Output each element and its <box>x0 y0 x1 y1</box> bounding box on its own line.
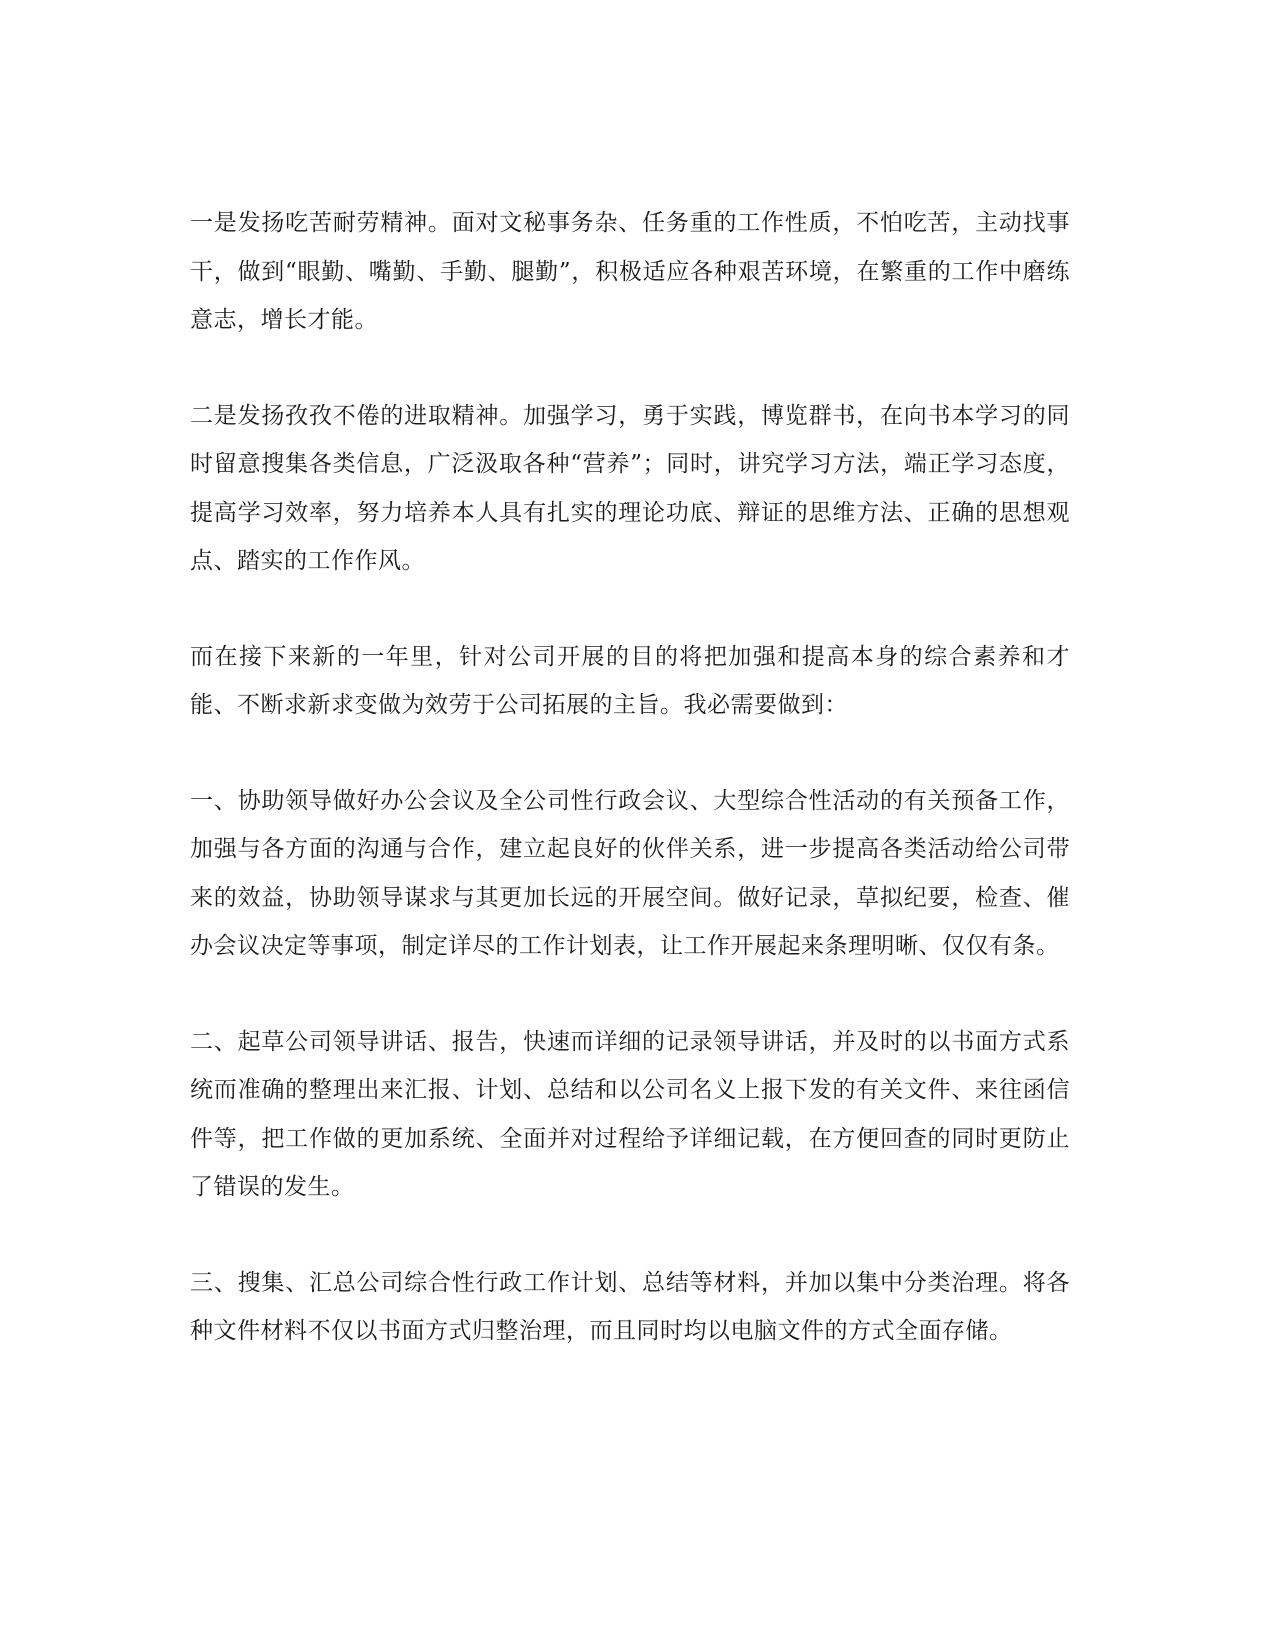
paragraph-6: 三、搜集、汇总公司综合性行政工作计划、总结等材料，并加以集中分类治理。将各种文件材料不仅以书面方式归整治理，而且同时均以电脑文件的方式全面存储。 <box>190 1269 1070 1344</box>
document-body <box>190 199 1070 1403</box>
paragraph-5: 二、起草公司领导讲话、报告，快速而详细的记录领导讲话，并及时的以书面方式系统而准确的整理出来汇报、计划、总结和以公司名义上报下发的有关文件、来往函信件等，把工作做的更加系统、全面并对过程给予详细记载，在方便回查的同时更防止了错误的发生。 <box>190 1028 1070 1200</box>
paragraph-3: 而在接下来新的一年里，针对公司开展的目的将把加强和提高本身的综合素养和才能、不断求新求变做为效劳于公司拓展的主旨。我必需要做到： <box>190 643 1070 718</box>
paragraph-4: 一、协助领导做好办公会议及全公司性行政会议、大型综合性活动的有关预备工作，加强与各方面的沟通与合作，建立起良好的伙伴关系，进一步提高各类活动给公司带来的效益，协助领导谋求与其更加长远的开展空间。做好记录，草拟纪要，检查、催办会议决定等事项，制定详尽的工作计划表，让工作开展起来条理明晰、仅仅有条。 <box>190 787 1070 959</box>
paragraph-2: 二是发扬孜孜不倦的进取精神。加强学习，勇于实践，博览群书，在向书本学习的同时留意搜集各类信息，广泛汲取各种“营养”；同时，讲究学习方法，端正学习态度，提高学习效率，努力培养本人具有扎实的理论功底、辩证的思维方法、正确的思想观点、踏实的工作作风。 <box>190 402 1070 574</box>
paragraph-1: 一是发扬吃苦耐劳精神。面对文秘事务杂、任务重的工作性质，不怕吃苦，主动找事干，做到“眼勤、嘴勤、手勤、腿勤”，积极适应各种艰苦环境，在繁重的工作中磨练意志，增长才能。 <box>190 210 1070 333</box>
